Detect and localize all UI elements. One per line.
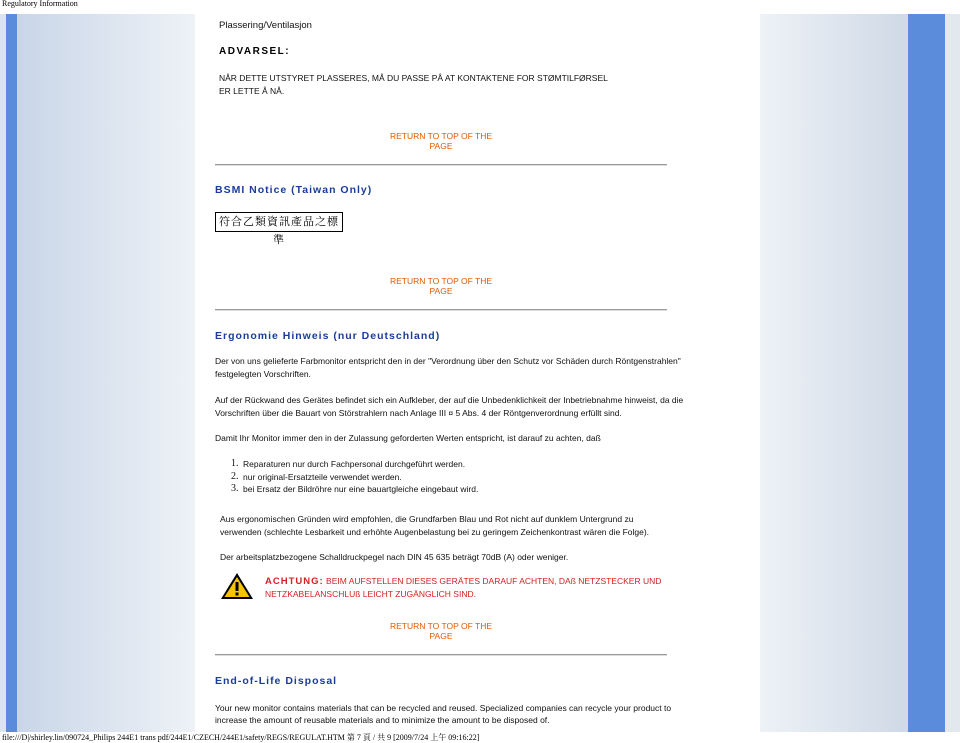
print-footer: file:///D|/shirley.lin/090724_Philips 244E1 trans pdf/244E1/CZECH/244E1/safety/REGS/REGULAT.HTM 第 7 頁 / 共 9 [2009/7/24 上午 09:16:22] xyxy=(2,733,480,742)
right-frame-stripe xyxy=(908,14,945,732)
return-to-top-link[interactable]: RETURN TO TOP OF THE PAGE xyxy=(389,621,493,641)
ergonomie-p2-line2: Vorschriften über die Bauart von Störstrahlern nach Anlage III ¤ 5 Abs. 4 der Röntgenverordnung erfüllt sind. xyxy=(215,408,622,418)
right-frame-panel xyxy=(760,14,908,732)
ergonomie-p2-line1: Auf der Rückwand des Gerätes befindet sich ein Aufkleber, der auf die Unbedenklichkeit der Inbetriebnahme hinweist, da die xyxy=(215,395,684,405)
end-of-life-heading: End-of-Life Disposal xyxy=(215,675,338,687)
end-of-life-p1-line1: Your new monitor contains materials that can be recycled and reused. Specialized companies can recycle your product to xyxy=(215,703,672,713)
left-frame xyxy=(0,14,195,732)
end-of-life-p1-line2: increase the amount of reusable materials and to minimize the amount to be disposed of. xyxy=(215,715,550,725)
list-item xyxy=(231,471,478,484)
warning-triangle-icon xyxy=(220,572,254,600)
caution-line1: BEIM AUFSTELLEN DIESES GERÄTES DARAUF ACHTEN, DAß NETZSTECKER UND xyxy=(323,576,662,586)
caution-line2: NETZKABELANSCHLUß LEICHT ZUGÄNGLICH SIND. xyxy=(265,589,476,599)
left-frame-panel xyxy=(17,14,195,732)
divider xyxy=(215,164,667,166)
list-number: 2. xyxy=(231,470,239,482)
ergonomie-heading: Ergonomie Hinweis (nur Deutschland) xyxy=(215,330,441,342)
norway-warning-line2: ER LETTE Å NÅ. xyxy=(219,86,285,96)
divider xyxy=(215,309,667,311)
list-number: 3. xyxy=(231,483,239,494)
ergonomie-p5: Der arbeitsplatzbezogene Schalldruckpegel nach DIN 45 635 beträgt 70dB (A) oder weniger. xyxy=(220,552,569,562)
bsmi-heading: BSMI Notice (Taiwan Only) xyxy=(215,184,373,196)
list-number: 1. xyxy=(231,458,239,469)
print-header: Regulatory Information xyxy=(2,0,78,8)
ergonomie-p1-line1: Der von uns gelieferte Farbmonitor entspricht den in der "Verordnung über den Schutz vor Schäden durch Röntgenstrahlen" xyxy=(215,356,681,366)
norway-title: Plassering/Ventilasjon xyxy=(219,20,312,31)
right-frame xyxy=(760,14,960,732)
list-text: bei Ersatz der Bildröhre nur eine bauartgleiche eingebaut wird. xyxy=(243,484,479,494)
left-frame-stripe xyxy=(6,14,17,732)
list-item xyxy=(231,483,478,496)
return-to-top-link[interactable]: RETURN TO TOP OF THE PAGE xyxy=(389,131,493,151)
list-item xyxy=(231,458,478,471)
ergonomie-caution xyxy=(265,575,675,600)
ergonomie-requirements-list xyxy=(231,458,478,496)
ergonomie-p4-line1: Aus ergonomischen Gründen wird empfohlen, die Grundfarben Blau und Rot nicht auf dunklem Untergrund zu xyxy=(220,514,634,524)
content-area xyxy=(195,14,760,732)
norway-warning-label: ADVARSEL: xyxy=(219,46,291,57)
caution-label: ACHTUNG: xyxy=(265,576,324,587)
list-text: Reparaturen nur durch Fachpersonal durchgeführt werden. xyxy=(243,459,466,469)
ergonomie-p3: Damit Ihr Monitor immer den in der Zulassung geforderten Werten entspricht, ist darauf zu achten, daß xyxy=(215,433,601,443)
norway-warning-line1: NÅR DETTE UTSTYRET PLASSERES, MÅ DU PASSE PÅ AT KONTAKTENE FOR STØMTILFØRSEL xyxy=(219,73,608,83)
return-to-top-link[interactable]: RETURN TO TOP OF THE PAGE xyxy=(389,276,493,296)
ergonomie-p4-line2: verwenden (schlechte Lesbarkeit und erhöhte Augenbelastung bei zu geringem Zeichenkontrast wären die Folge). xyxy=(220,527,650,537)
bsmi-chinese-label: 符合乙類資訊產品之標準 xyxy=(215,212,343,232)
ergonomie-p1-line2: festgelegten Vorschriften. xyxy=(215,369,311,379)
divider xyxy=(215,654,667,656)
list-text: nur original-Ersatzteile verwendet werden. xyxy=(243,471,402,482)
